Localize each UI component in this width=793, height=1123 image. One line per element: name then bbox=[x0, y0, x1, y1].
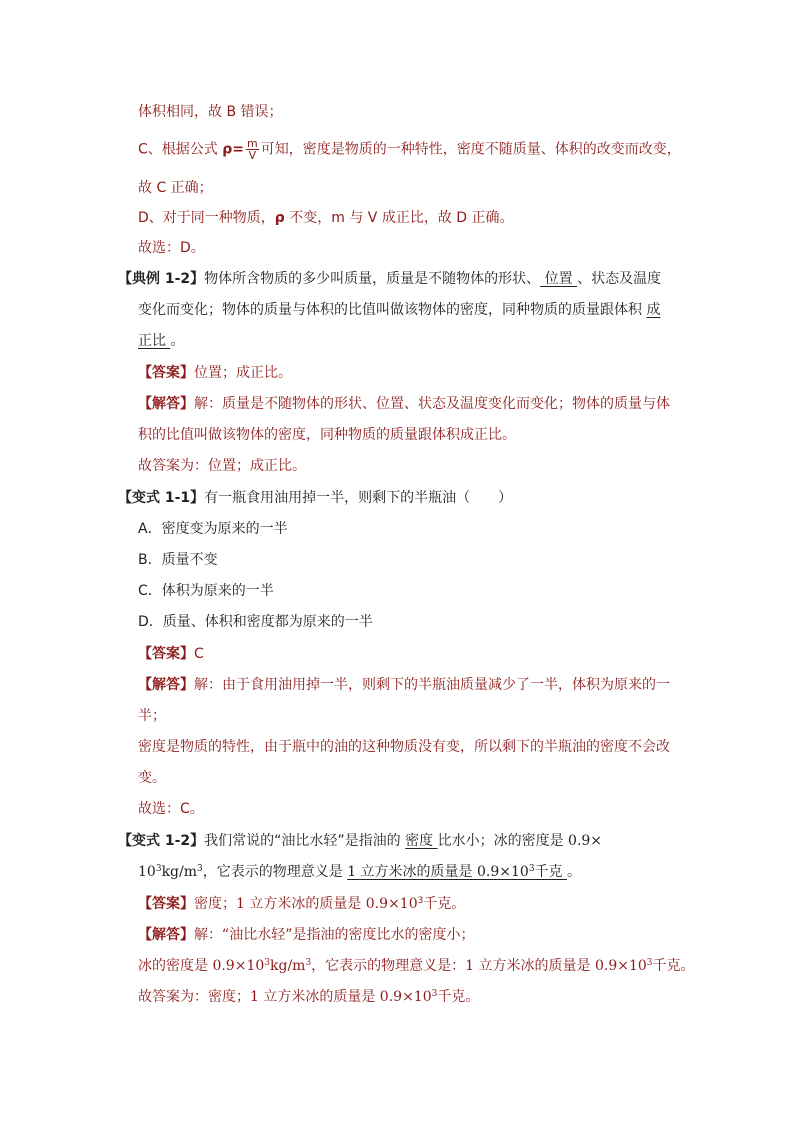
answer-blank: 位置 bbox=[540, 271, 578, 287]
answer-line: 【答案】位置；成正比。 bbox=[138, 365, 292, 381]
explanation-line: 【解答】解：“油比水轻”是指油的密度比水的密度小； bbox=[138, 927, 475, 943]
explanation-line: 冰的密度是 $0.9\times 10^3kg/m^3$，它表示的物理意义是：1 立方米冰的质量是 $0.9\times 10^3$千克。 bbox=[138, 958, 695, 974]
question-line: 【变式 1-1】有一瓶食用油用掉一半，则剩下的半瓶油（ ） bbox=[118, 490, 513, 506]
conclusion-line: 故选：C。 bbox=[138, 801, 204, 817]
answer-blank: 密度 bbox=[405, 833, 438, 849]
explanation-line: 密度是物质的特性，由于瓶中的油的这种物质没有变，所以剩下的半瓶油的密度不会改 bbox=[138, 739, 670, 755]
question-tag: 【变式 1-2】 bbox=[118, 833, 205, 849]
answer-line: 【答案】C bbox=[138, 646, 204, 662]
question-line: 正比 。 bbox=[138, 333, 185, 349]
conclusion-line: 故选：D。 bbox=[138, 240, 205, 256]
question-line: $10^3kg/m^3$，它表示的物理意义是 1 立方米冰的质量是 $0.9\times 10^3$千克 。 bbox=[138, 864, 581, 880]
question-tag: 【典例 1-2】 bbox=[118, 271, 205, 287]
answer-blank: 1 立方米冰的质量是 $0.9\times 10^3$千克 bbox=[347, 864, 567, 880]
answer-blank: 成 bbox=[646, 302, 661, 318]
explanation-tag: 【解答】 bbox=[138, 396, 194, 412]
answer-tag: 【答案】 bbox=[138, 365, 194, 381]
explanation-tag: 【解答】 bbox=[138, 927, 194, 943]
answer-tag: 【答案】 bbox=[138, 896, 194, 912]
formula-line: C、根据公式 ρ= $\frac{m}{V}$ 可知，密度是物质的一种特性，密度不随质量、体积的改变而改变， bbox=[138, 137, 681, 162]
explanation-line: 积的比值叫做该物体的密度，同种物质的质量跟体积成正比。 bbox=[138, 427, 516, 443]
question-line: 【变式 1-2】我们常说的“油比水轻”是指油的 密度 比水小；冰的密度是 0.9× bbox=[118, 833, 603, 849]
explanation-line: 【解答】解：质量是不随物体的形状、位置、状态及温度变化而变化；物体的质量与体 bbox=[138, 396, 670, 412]
answer-blank: 正比 bbox=[138, 333, 171, 349]
answer-line: 【答案】密度；1 立方米冰的质量是 $0.9\times 10^3$千克。 bbox=[138, 896, 466, 912]
answer-tag: 【答案】 bbox=[138, 646, 194, 662]
explanation-line: 体积相同，故 B 错误； bbox=[138, 104, 283, 120]
conclusion-line: 故答案为：密度；1 立方米冰的质量是 $0.9\times 10^3$千克。 bbox=[138, 989, 480, 1005]
explanation-tag: 【解答】 bbox=[138, 677, 194, 693]
option-b: B．质量不变 bbox=[138, 552, 218, 568]
option-c: C．体积为原来的一半 bbox=[138, 583, 274, 599]
option-a: A．密度变为原来的一半 bbox=[138, 521, 288, 537]
explanation-line: 半； bbox=[138, 708, 166, 724]
question-line: 变化而变化；物体的质量与体积的比值叫做该物体的密度，同种物质的质量跟体积 成 bbox=[138, 302, 661, 318]
explanation-line: D、对于同一种物质，ρ 不变，m 与 V 成正比，故 D 正确。 bbox=[138, 210, 514, 226]
explanation-line: 【解答】解：由于食用油用掉一半，则剩下的半瓶油质量减少了一半，体积为原来的一 bbox=[138, 677, 670, 693]
question-line: 【典例 1-2】物体所含物质的多少叫质量，质量是不随物体的形状、 位置 、状态及温度 bbox=[118, 271, 662, 287]
explanation-line: 变。 bbox=[138, 770, 166, 786]
conclusion-line: 故答案为：位置；成正比。 bbox=[138, 458, 306, 474]
option-d: D．质量、体积和密度都为原来的一半 bbox=[138, 614, 373, 630]
question-tag: 【变式 1-1】 bbox=[118, 490, 205, 506]
explanation-line: 故 C 正确； bbox=[138, 180, 213, 196]
density-fraction: $\frac{m}{V}$ bbox=[247, 137, 258, 162]
